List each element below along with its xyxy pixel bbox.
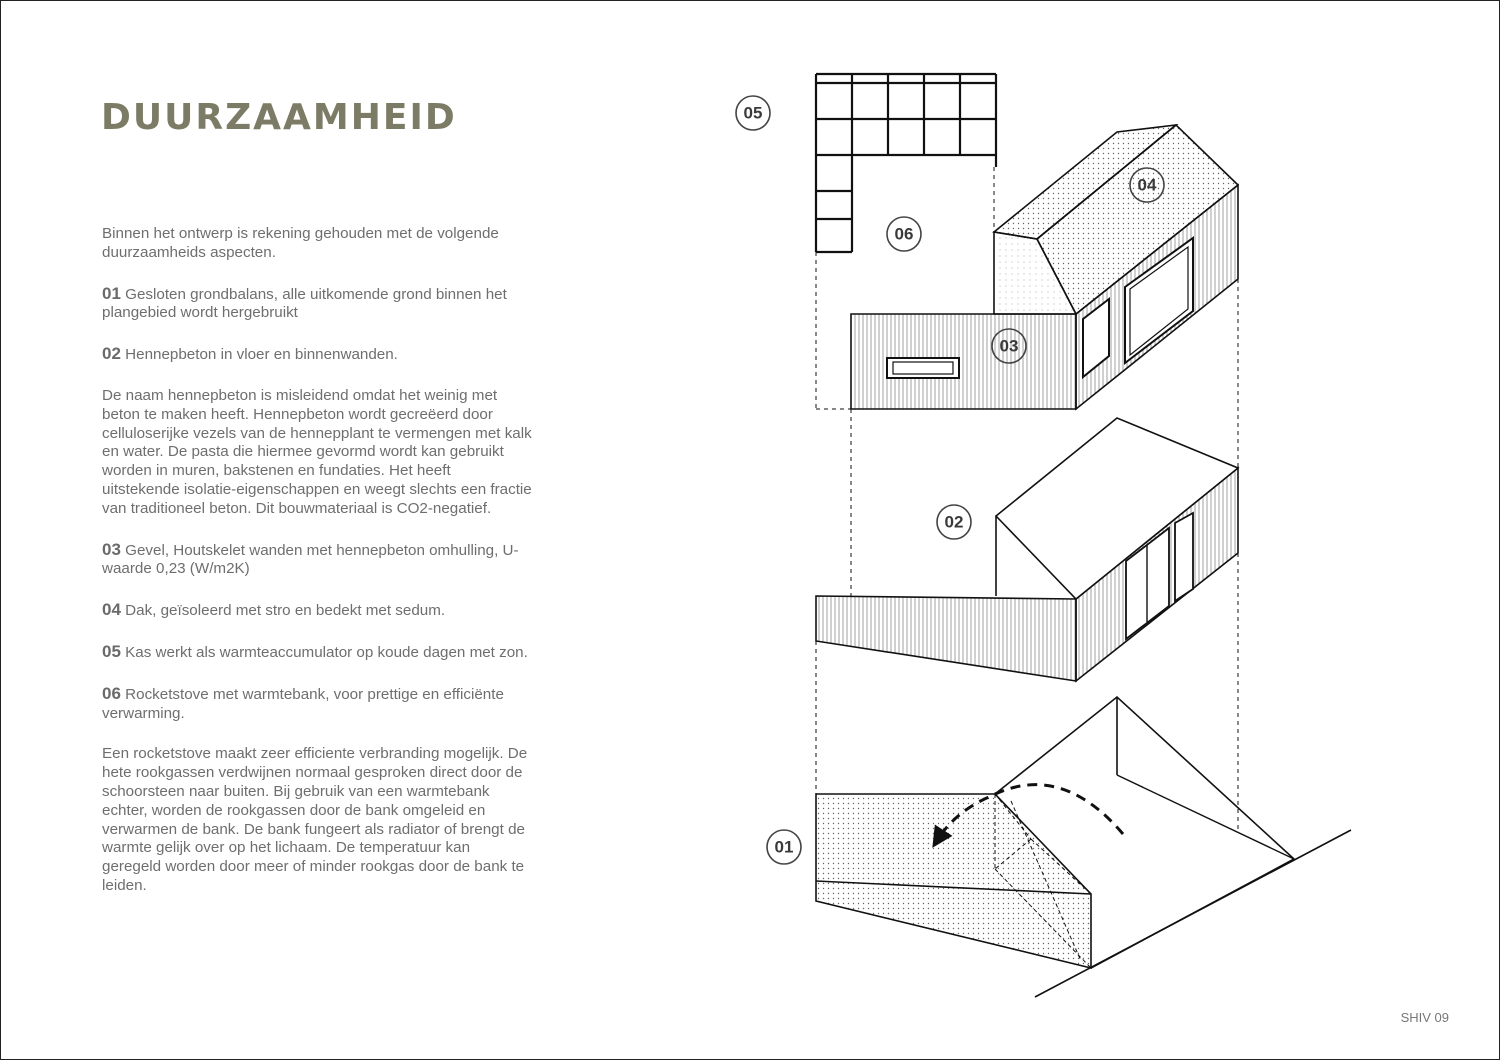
callout-05-label: 05 <box>743 103 763 123</box>
item-number: 05 <box>102 641 121 661</box>
intro-paragraph: Binnen het ontwerp is rekening gehouden met de volgende duurzaamheids aspecten. <box>102 225 499 261</box>
item-number: 04 <box>102 600 121 620</box>
item-number: 02 <box>102 344 121 364</box>
callout-01-label: 01 <box>774 837 794 857</box>
item-number: 03 <box>102 539 121 559</box>
callout-05 <box>736 96 770 130</box>
exploded-axonometric-drawing <box>1 1 1499 1059</box>
rocketstove-paragraph: Een rocketstove maakt zeer efficiente verbranding mogelijk. De hete rookgassen verdwijnen normaal gesproken direct door de schoorsteen naar buiten. Bij gebruik van een warmtebank echter, worden de rookgassen door de bank omgeleid en verwarmen de bank. De bank fungeert als radiator of brengt de warmte gelijk over op het lichaam. De temperatuur kan geregeld worden door meer of minder rookgas door de bank te leiden. <box>102 745 528 894</box>
callout-02 <box>937 505 971 539</box>
callout-02-label: 02 <box>944 512 964 532</box>
callout-01 <box>767 830 801 864</box>
item-text: Kas werkt als warmteaccumulator op koude dagen met zon. <box>125 643 528 661</box>
item-number: 06 <box>102 683 121 703</box>
item-text: Gevel, Houtskelet wanden met hennepbeton omhulling, U-waarde 0,23 (W/m2K) <box>102 541 519 578</box>
callout-06 <box>887 217 921 251</box>
hemp-paragraph: De naam hennepbeton is misleidend omdat het weinig met beton te maken heeft. Hennepbeton wordt gecreëerd door celluloserijke vezels van de hennepplant te vermengen met kalk en water. De pasta die hiermee gevormd wordt kan gebruikt worden in muren, bakstenen en fundaties. Het heeft uitstekende isolatie-eigenschappen en weegt slechts een fractie van traditioneel beton. Dit bouwmateriaal is CO2-negatief. <box>102 386 532 517</box>
callout-04-label: 04 <box>1137 175 1157 195</box>
page-number: SHIV 09 <box>1400 1010 1449 1025</box>
callout-06-label: 06 <box>894 224 914 244</box>
item-text: Dak, geïsoleerd met stro en bedekt met sedum. <box>125 602 446 620</box>
item-text: Hennepbeton in vloer en binnenwanden. <box>125 346 398 364</box>
ground-plate <box>816 697 1351 997</box>
item-number: 01 <box>102 283 121 303</box>
upper-building <box>851 125 1238 409</box>
item-text: Rocketstove met warmtebank, voor prettige en efficiënte verwarming. <box>102 685 504 722</box>
middle-building <box>816 418 1238 681</box>
callout-03-label: 03 <box>999 336 1019 356</box>
item-text: Gesloten grondbalans, alle uitkomende grond binnen het plangebied wordt hergebruikt <box>102 285 507 322</box>
page-title: DUURZAAMHEID <box>101 97 457 138</box>
